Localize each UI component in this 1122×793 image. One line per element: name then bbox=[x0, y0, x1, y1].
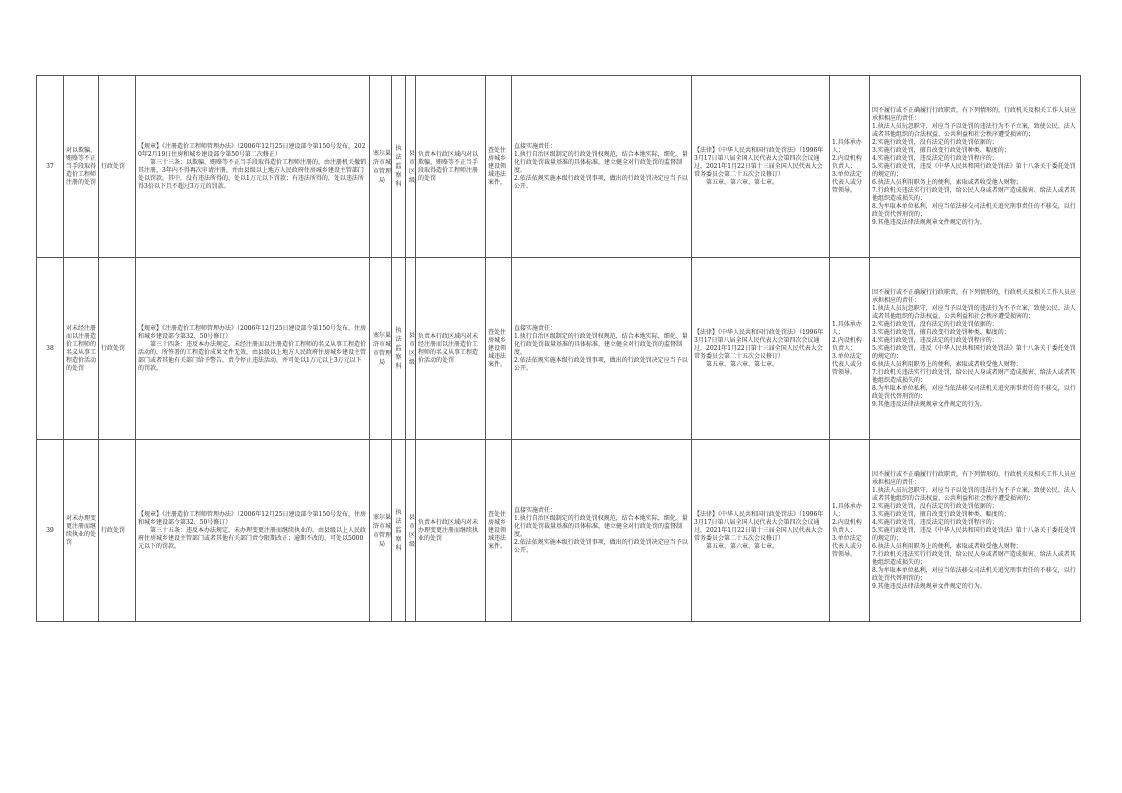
accountability-cases: 因不履行或不正确履行行政职责，有下列情形的，行政机关及相关工作人员应承担相应的责任： 1.执法人员玩忽职守，对应当予以处罚的违法行为不予立案，致使公民、法人或者其他组织的合法权益、公共利益和社会秩序遭受损害的； 2.实施行政处罚，没有法定的行政处罚依据的； 3.实施行政处罚，擅自改变行政处罚种类、幅度的； 4.实施行政处罚，违反法定的行政处罚程序的； 5.实施行政处罚，违反《中华人民共和国行政处罚法》第十八条关于委托处罚的规定的； 6.执法人员利用职务上的便利，索取或者收受他人财物； 7.行政机关违法实行行政处罚，给公民人身或者财产造成损害、给法人或者其他组织造成损失的； 8.为牟取本单位私利，对应当依法移交司法机关追究刑事责任的不移交，以行政处罚代替刑罚的； 9.其他违反法律法规规章文件规定的行为。 bbox=[870, 76, 1081, 258]
accountability-cases: 因不履行或不正确履行行政职责，有下列情形的，行政机关及相关工作人员应承担相应的责任： 1.执法人员玩忽职守，对应当予以处罚的违法行为不予立案，致使公民、法人或者其他组织的合法权益、公共利益和社会秩序遭受损害的； 2.实施行政处罚，没有法定的行政处罚依据的； 3.实施行政处罚，擅自改变行政处罚种类、幅度的； 4.实施行政处罚，违反法定的行政处罚程序的； 5.实施行政处罚，违反《中华人民共和国行政处罚法》第十八条关于委托处罚的规定的； 6.执法人员利用职务上的便利，索取或者收受他人财物； 7.行政机关违法实行行政处罚，给公民人身或者财产造成损害、给法人或者其他组织造成损失的； 8.为牟取本单位私利，对应当依法移交司法机关追究刑事责任的不移交，以行政处罚代替刑罚的； 9.其他违反法律法规规章文件规定的行为。 bbox=[870, 440, 1081, 622]
scope-text: 负责本行政区域内对未经注册而以注册造价工程师的名义从事工程造价活动的处罚 bbox=[416, 258, 486, 440]
table-row bbox=[37, 258, 1081, 440]
responsible-subject: 1.具体承办人； 2.内设机构负责人； 3.单位法定代表人或分管领导。 bbox=[830, 76, 870, 258]
accountability-law: 【法律】《中华人民共和国行政处罚法》（1996年3月17日第八届全国人民代表大会第四次会议通过，2021年1月22日第十三届全国人民代表大会常务委员会第二十五次会议修订） 第五章、第六章、第七章。 bbox=[692, 258, 830, 440]
enforcement-section: 执法监察科 bbox=[392, 258, 406, 440]
implementation-responsibility: 直接实施责任： 1.执行自治区级制定的行政处罚权规范，结合本地实际，细化、量化行政处罚裁量基准的具体标准，建立健全对行政处罚的监督制度。 2.依法依规实施本级行政处罚事项，做出的行政处罚决定应当予以公开。 bbox=[512, 258, 692, 440]
table-row bbox=[37, 440, 1081, 622]
responsible-unit: 查处住房城乡建设领域违法案件。 bbox=[486, 258, 512, 440]
implementation-responsibility: 直接实施责任： 1.执行自治区级制定的行政处罚权规范，结合本地实际，细化、量化行政处罚裁量基准的具体标准，建立健全对行政处罚的监督制度。 2.依法依规实施本级行政处罚事项，做出的行政处罚决定应当予以公开。 bbox=[512, 440, 692, 622]
admin-level: 县市区级 bbox=[406, 258, 416, 440]
implementation-responsibility: 直接实施责任： 1.执行自治区级制定的行政处罚权规范，结合本地实际，细化、量化行政处罚裁量基准的具体标准，建立健全对行政处罚的监督制度。 2.依法依规实施本级行政处罚事项，做出的行政处罚决定应当予以公开。 bbox=[512, 76, 692, 258]
admin-level: 县市区级 bbox=[406, 76, 416, 258]
row-number: 39 bbox=[37, 440, 64, 622]
legal-basis bbox=[136, 76, 370, 258]
power-type: 行政处罚 bbox=[99, 440, 136, 622]
accountability-cases: 因不履行或不正确履行行政职责，有下列情形的，行政机关及相关工作人员应承担相应的责任： 1.执法人员玩忽职守，对应当予以处罚的违法行为不予立案，致使公民、法人或者其他组织的合法权益、公共利益和社会秩序遭受损害的； 2.实施行政处罚，没有法定的行政处罚依据的； 3.实施行政处罚，擅自改变行政处罚种类、幅度的； 4.实施行政处罚，违反法定的行政处罚程序的； 5.实施行政处罚，违反《中华人民共和国行政处罚法》第十八条关于委托处罚的规定的； 6.执法人员利用职务上的便利，索取或者收受他人财物； 7.行政机关违法实行行政处罚，给公民人身或者财产造成损害、给法人或者其他组织造成损失的； 8.为牟取本单位私利，对应当依法移交司法机关追究刑事责任的不移交，以行政处罚代替刑罚的； 9.其他违反法律法规规章文件规定的行为。 bbox=[870, 258, 1081, 440]
basis-article: 第三十五条：违反本办法规定，未办理变更注册而继续执业的，由县级以上人民政府住房城乡建设主管部门或者其他有关部门责令限期改正；逾期不改的，可处以5000元以下的罚款。 bbox=[138, 526, 367, 550]
admin-level: 县市区级 bbox=[406, 440, 416, 622]
item-name: 对以欺骗、贿赂等不正当手段取得造价工程师注册的处罚 bbox=[64, 76, 99, 258]
implementing-department: 塞尔巢浒市城市管理局 bbox=[370, 76, 392, 258]
responsible-unit: 查处住房城乡建设领域违法案件。 bbox=[486, 76, 512, 258]
enforcement-section: 执法监察科 bbox=[392, 440, 406, 622]
scope-text: 负责本行政区域内对未办理变更注册而继续执业的处罚 bbox=[416, 440, 486, 622]
implementing-department: 塞尔巢浒市城市管理局 bbox=[370, 440, 392, 622]
row-number: 37 bbox=[37, 76, 64, 258]
legal-basis bbox=[136, 440, 370, 622]
accountability-law: 【法律】《中华人民共和国行政处罚法》（1996年3月17日第八届全国人民代表大会第四次会议通过，2021年1月22日第十三届全国人民代表大会常务委员会第二十五次会议修订） 第五章、第六章、第七章。 bbox=[692, 440, 830, 622]
item-name: 对未经注册而以注册造价工程师的名义从事工程造价活动的处罚 bbox=[64, 258, 99, 440]
basis-regulation: 【规章】《注册造价工程师管理办法》（2006年12月25日建设部令第150号发布，住房和城乡建设部令第32、50号修订） bbox=[138, 510, 366, 526]
enforcement-section: 执法监察科 bbox=[392, 76, 406, 258]
implementing-department: 塞尔巢浒市城市管理局 bbox=[370, 258, 392, 440]
legal-basis bbox=[136, 258, 370, 440]
accountability-law: 【法律】《中华人民共和国行政处罚法》（1996年3月17日第八届全国人民代表大会第四次会议通过，2021年1月22日第十三届全国人民代表大会常务委员会第二十五次会议修订） 第五章、第六章、第七章。 bbox=[692, 76, 830, 258]
responsible-unit: 查处住房城乡建设领域违法案件。 bbox=[486, 440, 512, 622]
table-row bbox=[37, 76, 1081, 258]
item-name: 对未办理变更注册而继续执业的处罚 bbox=[64, 440, 99, 622]
responsible-subject: 1.具体承办人； 2.内设机构负责人； 3.单位法定代表人或分管领导。 bbox=[830, 258, 870, 440]
basis-regulation: 【规章】《注册造价工程师管理办法》（2006年12月25日建设部令第150号发布，2020年2月19日住房和城乡建设部令第50号第二次修正） bbox=[138, 142, 366, 158]
power-list-table bbox=[36, 75, 1081, 622]
responsible-subject: 1.具体承办人； 2.内设机构负责人； 3.单位法定代表人或分管领导。 bbox=[830, 440, 870, 622]
power-type: 行政处罚 bbox=[99, 76, 136, 258]
power-type: 行政处罚 bbox=[99, 258, 136, 440]
basis-article: 第三十三条：以欺骗、贿赂等不正当手段取得造价工程师注册的，由注册机关撤销其注册，3年内不得再次申请注册，并由县级以上地方人民政府住房城乡建设主管部门处以罚款。其中，没有违法所得的，处以1万元以下罚款；有违法所得的，处以违法所得3倍以下且不超过3万元的罚款。 bbox=[138, 158, 367, 190]
row-number: 38 bbox=[37, 258, 64, 440]
basis-article: 第三十四条：违反本办法规定，未经注册而以注册造价工程师的名义从事工程造价活动的，所签署的工程造价成果文件无效，由县级以上地方人民政府住房城乡建设主管部门或者其他有关部门给予警告，责令停止违法活动，并可处以1万元以上3万元以下的罚款。 bbox=[138, 340, 367, 372]
basis-regulation: 【规章】《注册造价工程师管理办法》（2006年12月25日建设部令第150号发布，住房和城乡建设部令第32、50号修订） bbox=[138, 324, 366, 340]
scope-text: 负责本行政区域内对以欺骗、贿赂等不正当手段取得造价工程师注册的处罚 bbox=[416, 76, 486, 258]
